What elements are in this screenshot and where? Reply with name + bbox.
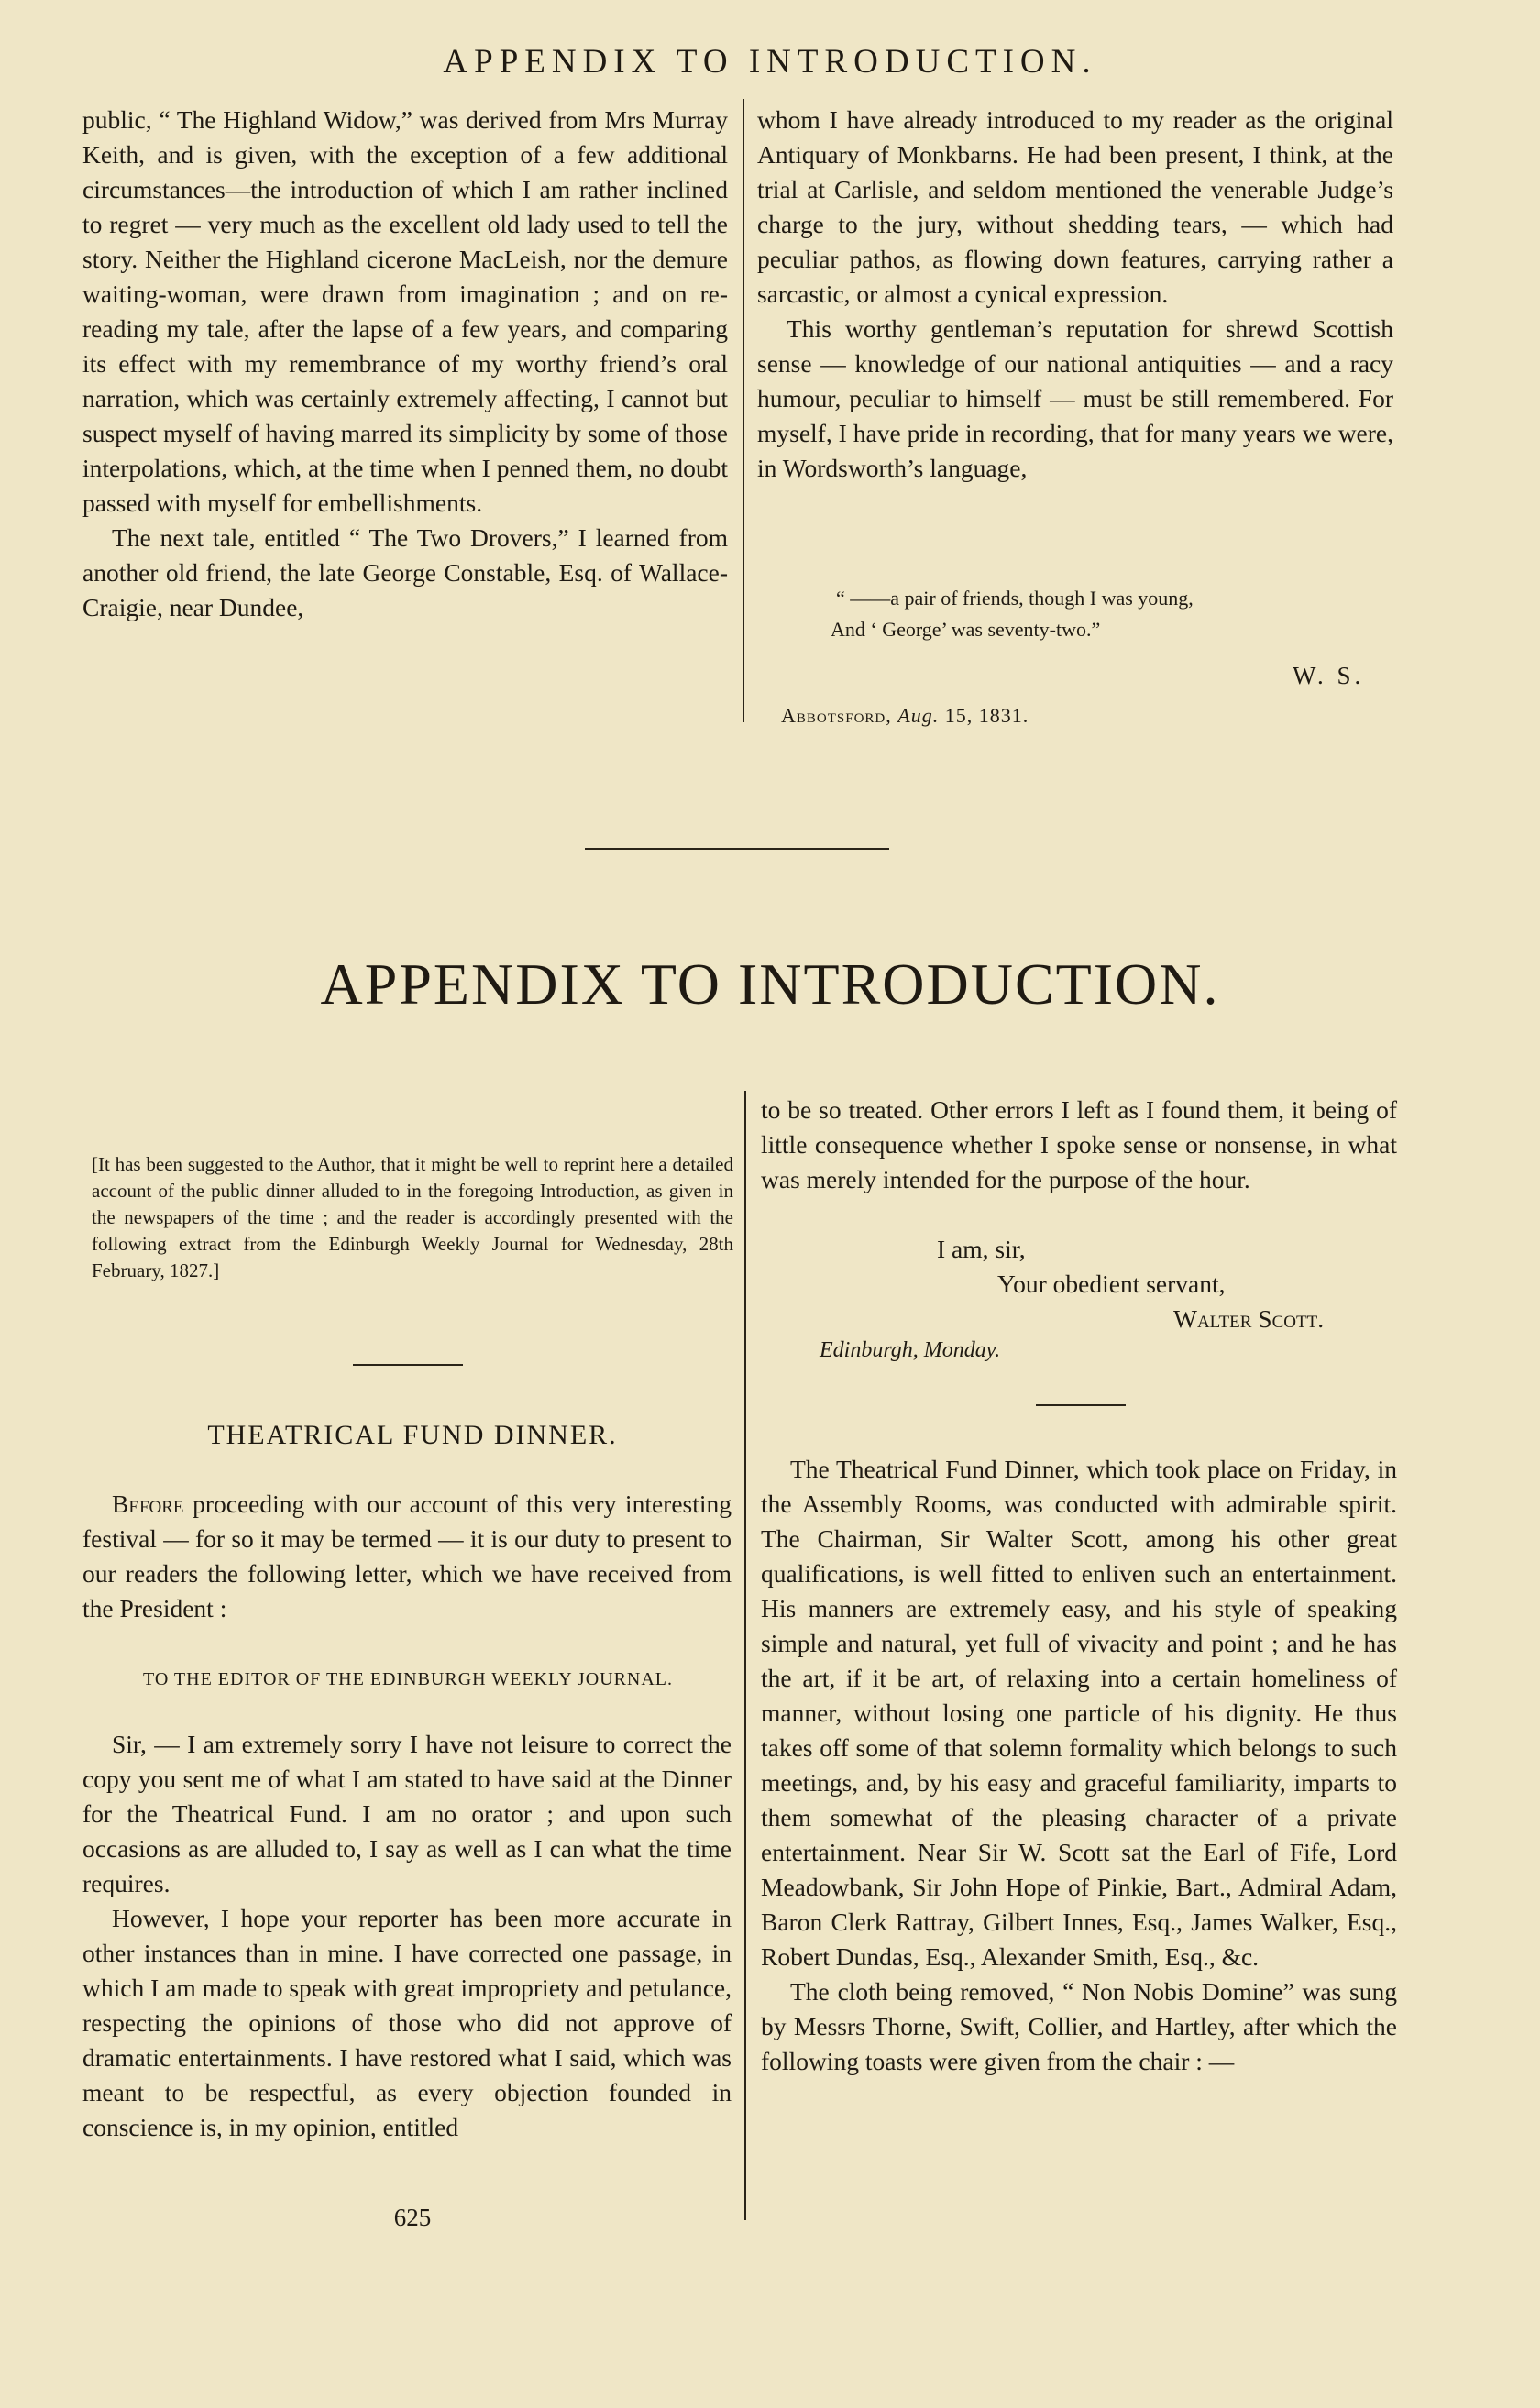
letter-end-rule <box>1036 1404 1126 1406</box>
signature-ws: W. S. <box>1292 662 1365 689</box>
section-title: THEATRICAL FUND DINNER. <box>207 1420 618 1450</box>
editorial-note <box>92 1151 733 1284</box>
dateline-month: Aug. <box>897 704 940 727</box>
section-separator-rule <box>585 848 889 850</box>
top-right-column <box>757 103 1393 486</box>
dateline-abbotsford <box>781 704 1028 728</box>
letter-continuation <box>761 1093 1397 1197</box>
letter-place-date: Edinburgh, Monday. <box>820 1338 1001 1362</box>
report-paragraph-2: The cloth being removed, “ Non Nobis Domine” was sung by Messrs Thorne, Swift, Collier, and Hartley, after which the following toasts were given from the chair : — <box>761 1977 1397 2075</box>
page-number: 625 <box>393 2204 432 2231</box>
quote-line-1: “ ——a pair of friends, though I was young, <box>836 587 1194 610</box>
letter-continuation-text: to be so treated. Other errors I left as I found them, it being of little consequence whether I spoke sense or nonsense, in what was merely intended for the purpose of the hour. <box>761 1095 1397 1193</box>
dateline-place: Abbotsford, <box>781 704 892 727</box>
report-paragraph-1: The Theatrical Fund Dinner, which took place on Friday, in the Assembly Rooms, was conducted with admirable spirit. The Chairman, Sir Walter Scott, among his other great qualifications, is well fitted to enliven such an entertainment. His manners are extremely easy, and his style of speaking simple and natural, yet full of vivacity and point ; and he has the art, if it be art, of relaxing into a certain homeliness of manner, without losing one particle of his dignity. He thus takes off some of that solemn formality which belongs to such meetings, and, by his easy and graceful familiarity, imparts to them somewhat of the pleasing character of a private entertainment. Near Sir W. Scott sat the Earl of Fife, Lord Meadowbank, Sir John Hope of Pinkie, Bart., Admiral Adam, Baron Clerk Rattray, Gilbert Innes, Esq., James Walker, Esq., Robert Dundas, Esq., Alexander Smith, Esq., &c. <box>761 1455 1397 1971</box>
top-right-paragraph-1: whom I have already introduced to my reader as the original Antiquary of Monkbarns. He had been present, I think, at the trial at Carlisle, and seldom mentioned the venerable Judge’s charge to the jury, without shedding tears, — which had peculiar pathos, as flowing down features, carrying rather a sarcastic, or almost a cynical expression. <box>757 105 1393 308</box>
quote-line-2: And ‘ George’ was seventy-two.” <box>830 618 1101 641</box>
report-column <box>761 1452 1397 2079</box>
intro-first-word: Before <box>112 1490 184 1518</box>
letter-column <box>82 1727 732 2145</box>
wordsworth-quote <box>830 583 1386 645</box>
top-left-paragraph-1: public, “ The Highland Widow,” was derived from Mrs Murray Keith, and is given, with the exception of a few additional circumstances—the introduction of which I am rather inclined to regret — very much as the excellent old lady used to tell the story. Neither the Highland cicerone MacLeish, nor the demure waiting-woman, were drawn from imagination ; and on re-reading my tale, after the lapse of a few years, and comparing its effect with my remembrance of my worthy friend’s oral narration, which was certainly extremely affecting, I cannot but suspect myself of having marred its simplicity by some of those interpolations, which, at the time when I penned them, no doubt passed with myself for embellishments. <box>82 105 728 517</box>
intro-paragraph <box>82 1487 732 1626</box>
top-left-paragraph-2: The next tale, entitled “ The Two Drovers,” I learned from another old friend, the late George Constable, Esq. of Wallace-Craigie, near Dundee, <box>82 523 728 621</box>
editorial-note-text: [It has been suggested to the Author, that it might be well to reprint here a detailed account of the public dinner alluded to in the foregoing Introduction, as given in the newspapers of the time ; and the reader is accordingly presented with the following extract from the Edinburgh Weekly Journal for Wednesday, 28th February, 1827.] <box>92 1153 733 1281</box>
appendix-title: APPENDIX TO INTRODUCTION. <box>320 951 1220 1017</box>
closing-signature: Walter Scott. <box>1173 1304 1325 1333</box>
intro-text: proceeding with our account of this very interesting festival — for so it may be termed — it is our duty to present to our readers the following letter, which we have received from the President : <box>82 1490 732 1622</box>
top-column-divider <box>742 99 744 722</box>
top-right-paragraph-2: This worthy gentleman’s reputation for shrewd Scottish sense — knowledge of our national antiquities — and a racy humour, peculiar to himself — must be still remembered. For myself, I have pride in recording, that for many years we were, in Wordsworth’s language, <box>757 314 1393 482</box>
editor-heading: TO THE EDITOR OF THE EDINBURGH WEEKLY JOURNAL. <box>142 1669 674 1689</box>
running-head: APPENDIX TO INTRODUCTION. <box>443 43 1097 81</box>
letter-closing <box>761 1232 1397 1336</box>
bottom-column-divider <box>744 1091 746 2220</box>
closing-line-2: Your obedient servant, <box>997 1270 1226 1298</box>
dateline-day-year: 15, 1831. <box>944 704 1029 727</box>
letter-paragraph-2: However, I hope your reporter has been more accurate in other instances than in mine. I have corrected one passage, in which I am made to speak with great impropriety and petulance, respecting the opinions of those who did not approve of dramatic entertainments. I have restored what I said, which was meant to be respectful, as every objection founded in conscience is, in my opinion, entitled <box>82 1904 732 2141</box>
closing-line-1: I am, sir, <box>937 1235 1026 1263</box>
top-left-column <box>82 103 728 625</box>
note-rule <box>353 1364 463 1366</box>
letter-paragraph-1: Sir, — I am extremely sorry I have not leisure to correct the copy you sent me of what I am stated to have said at the Dinner for the Theatrical Fund. I am no orator ; and upon such occasions as are alluded to, I say as well as I can what the time requires. <box>82 1730 732 1897</box>
